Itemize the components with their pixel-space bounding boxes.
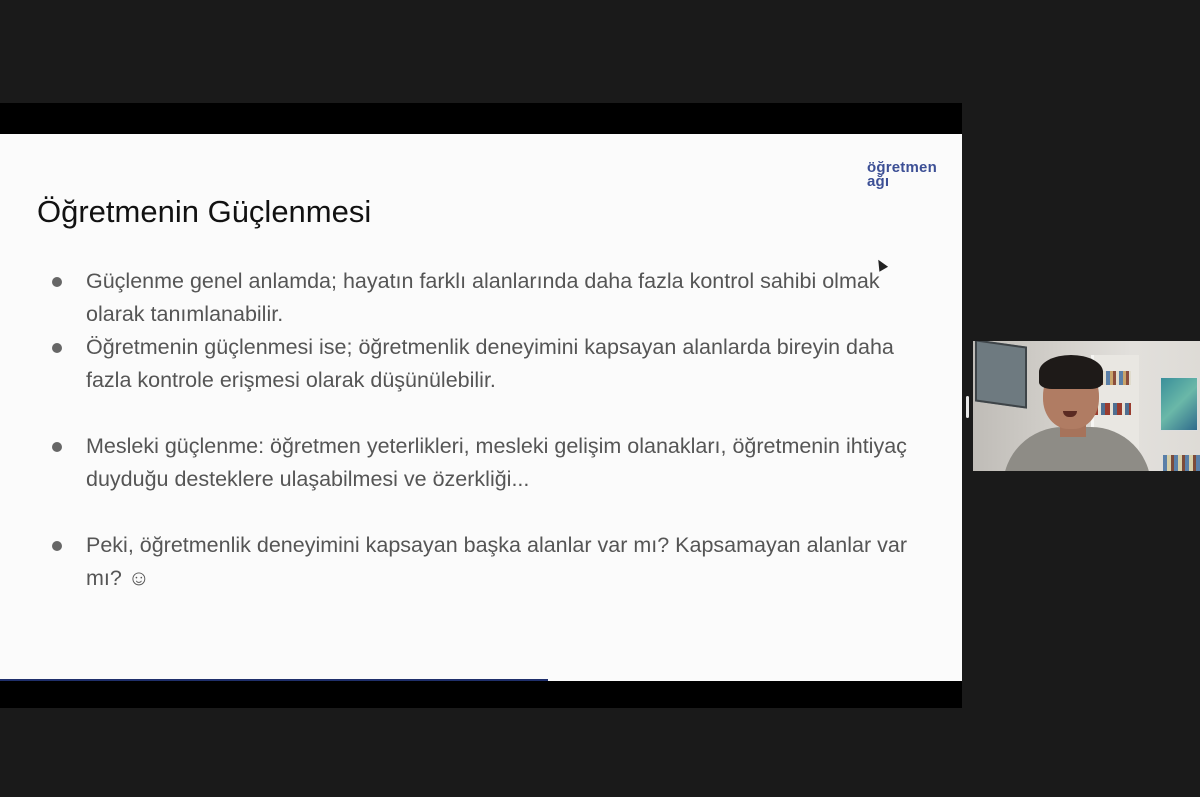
bullet-item: [52, 265, 932, 331]
bullet-item: [52, 331, 932, 397]
slide-title: Öğretmenin Güçlenmesi: [37, 194, 372, 229]
wall-painting: [1160, 377, 1198, 431]
books-row: [1163, 455, 1200, 471]
bullet-text: Mesleki güçlenme: öğretmen yeterlikleri, mesleki gelişim olanakları, öğretmenin ihtiyaç duyduğu desteklere ulaşabilmesi ve özerkliği...: [86, 434, 907, 491]
slide-progress-bar: [0, 679, 548, 681]
ogretmen-agi-logo: [867, 161, 937, 189]
bullet-item: [52, 430, 932, 496]
wall-picture-frame: [975, 341, 1027, 409]
bullet-dot-icon: [52, 343, 62, 353]
books-row: [1093, 403, 1131, 415]
bullet-dot-icon: [52, 541, 62, 551]
bullet-item: [52, 529, 932, 595]
bullet-dot-icon: [52, 442, 62, 452]
bullet-list: [52, 265, 932, 595]
logo-line-2: ağı: [867, 173, 890, 190]
bullet-dot-icon: [52, 277, 62, 287]
bullet-text: Öğretmenin güçlenmesi ise; öğretmenlik deneyimini kapsayan alanlarda bireyin daha fazla kontrole erişmesi olarak düşünülebilir.: [86, 335, 894, 392]
panel-resize-handle[interactable]: [966, 396, 969, 418]
screen-share-area: [0, 103, 962, 708]
bullet-text: Peki, öğretmenlik deneyimini kapsayan başka alanlar var mı? Kapsamayan alanlar var mı? ☺: [86, 533, 907, 590]
bullet-spacer: [52, 496, 932, 529]
logo-line-1: öğretmen: [867, 159, 937, 176]
participant-video-tile[interactable]: [973, 341, 1200, 471]
presentation-slide: [0, 134, 962, 681]
bullet-spacer: [52, 397, 932, 430]
participant-hair: [1039, 355, 1103, 389]
bullet-text: Güçlenme genel anlamda; hayatın farklı alanlarında daha fazla kontrol sahibi olmak olarak tanımlanabilir.: [86, 269, 880, 326]
